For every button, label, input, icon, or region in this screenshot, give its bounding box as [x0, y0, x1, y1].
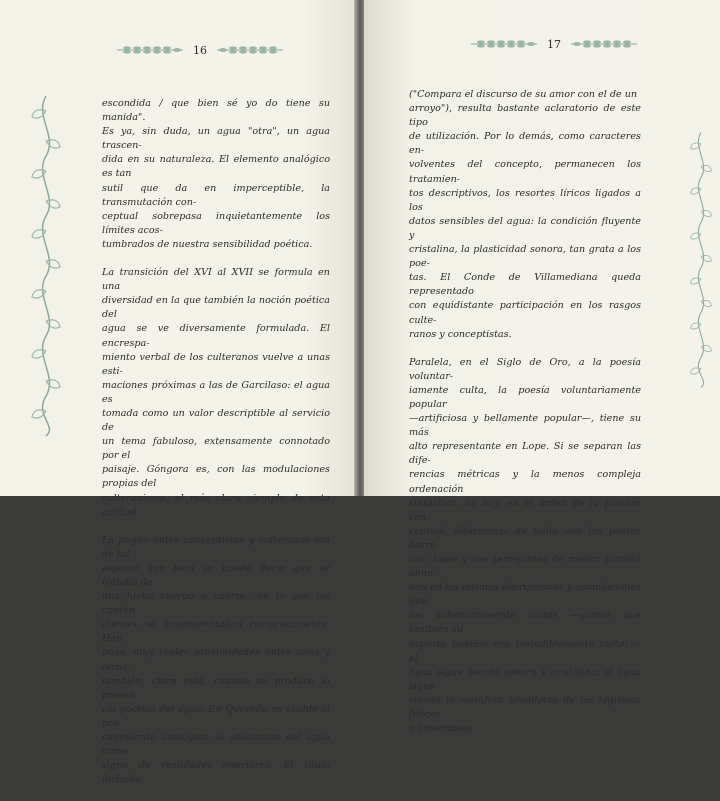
- laurel-right-icon: [215, 44, 285, 56]
- paragraph: ("Compara el discurso de su amor con el de un arroyo"), resulta bastante aclaratorio de este tipo de utilización. Por lo demás, como caracteres en- volventes del concepto, permanecen los tratamien- tos descriptivos, los resortes líricos ligados a los datos sensibles del agua: la condición fluyente y cristalina, la plasticidad sonora, tan grata a los poe- tas. El Conde de Villamediana queda representado con equidistante participación en los rasgos culte- ranos y conceptistas.: [409, 89, 641, 340]
- left-page-text: [102, 97, 330, 801]
- right-page-header: [454, 34, 654, 54]
- right-page-text: [409, 88, 641, 750]
- right-page: [364, 0, 720, 735]
- left-page: [0, 0, 358, 786]
- paragraph: La transición del XVI al XVII se formula en una diversidad en la que también la noción poética del agua se ve diversamente formulada. El encrespa- miento verbal de los culteranos vuelve a unas esti- maciones próximas a las de Garcilaso: el agua es tomada como un valor descriptible al servicio de un tema fabuloso, extensamente connotado por el paisaje. Góngora es, con las modulaciones propias del culteranismo, el más claro ejemplo de esta actitud.: [102, 267, 330, 518]
- page-number: 16: [193, 43, 207, 57]
- vine-border-icon: [26, 96, 66, 440]
- laurel-left-icon: [469, 38, 539, 50]
- paragraph: Paralela, en el Siglo de Oro, a la poesía voluntar- iamente culta, la poesía voluntariamente popular —artificiosa y bellamente popular—, tiene su más alto representante en Lope. Si se separan las dife- rencias métricas y la menos compleja ordenación sintáctica, no hay, en el orden de la función con- ceptual, diferencias de bulto con los poetas barro- cos; Lope y sus semejantes de menor tamaño abun- dan en las mismas decripciones y asimilaciones que los voluntariamente cultos —¡como que también su espíritu poético era ineludiblemente culto!—: el agua sigue siendo sonora y cristalina; el agua sigue siendo la metáfora predilecta de las lágrimas felices o lamentosas.: [409, 356, 641, 735]
- vine-border-icon: [686, 90, 716, 434]
- paragraph: escondida / que bien sé yo do tiene su manida". Es ya, sin duda, un agua "otra", un agua trascen- dida en su naturaleza. El elemento analógico es tan sutil que da en imperceptible, la transmutación con- ceptual sobrepasa inquietantemente los límites acos- tumbrados de nuestra sensibilidad poética.: [102, 98, 330, 250]
- page-number: 17: [547, 37, 561, 51]
- paragraph: La pugna entre conceptistas y culteranos era de tal especie que bien se puede decir que se trataba de una lucha cuerpo a cuerpo, en la que los conten- dientes se ensangrentaban recíprocamente. Hay, pues, muy reales proximidades entre unos y otros, también, claro está, cuando se produce la presen- cia poética del agua. En Quevedo es visible el pro- cedimiento analógico, la utilización del agua como signo de realidades interiores. El título incluido: [102, 534, 330, 786]
- left-page-header: [110, 40, 290, 60]
- laurel-right-icon: [569, 38, 639, 50]
- laurel-left-icon: [115, 44, 185, 56]
